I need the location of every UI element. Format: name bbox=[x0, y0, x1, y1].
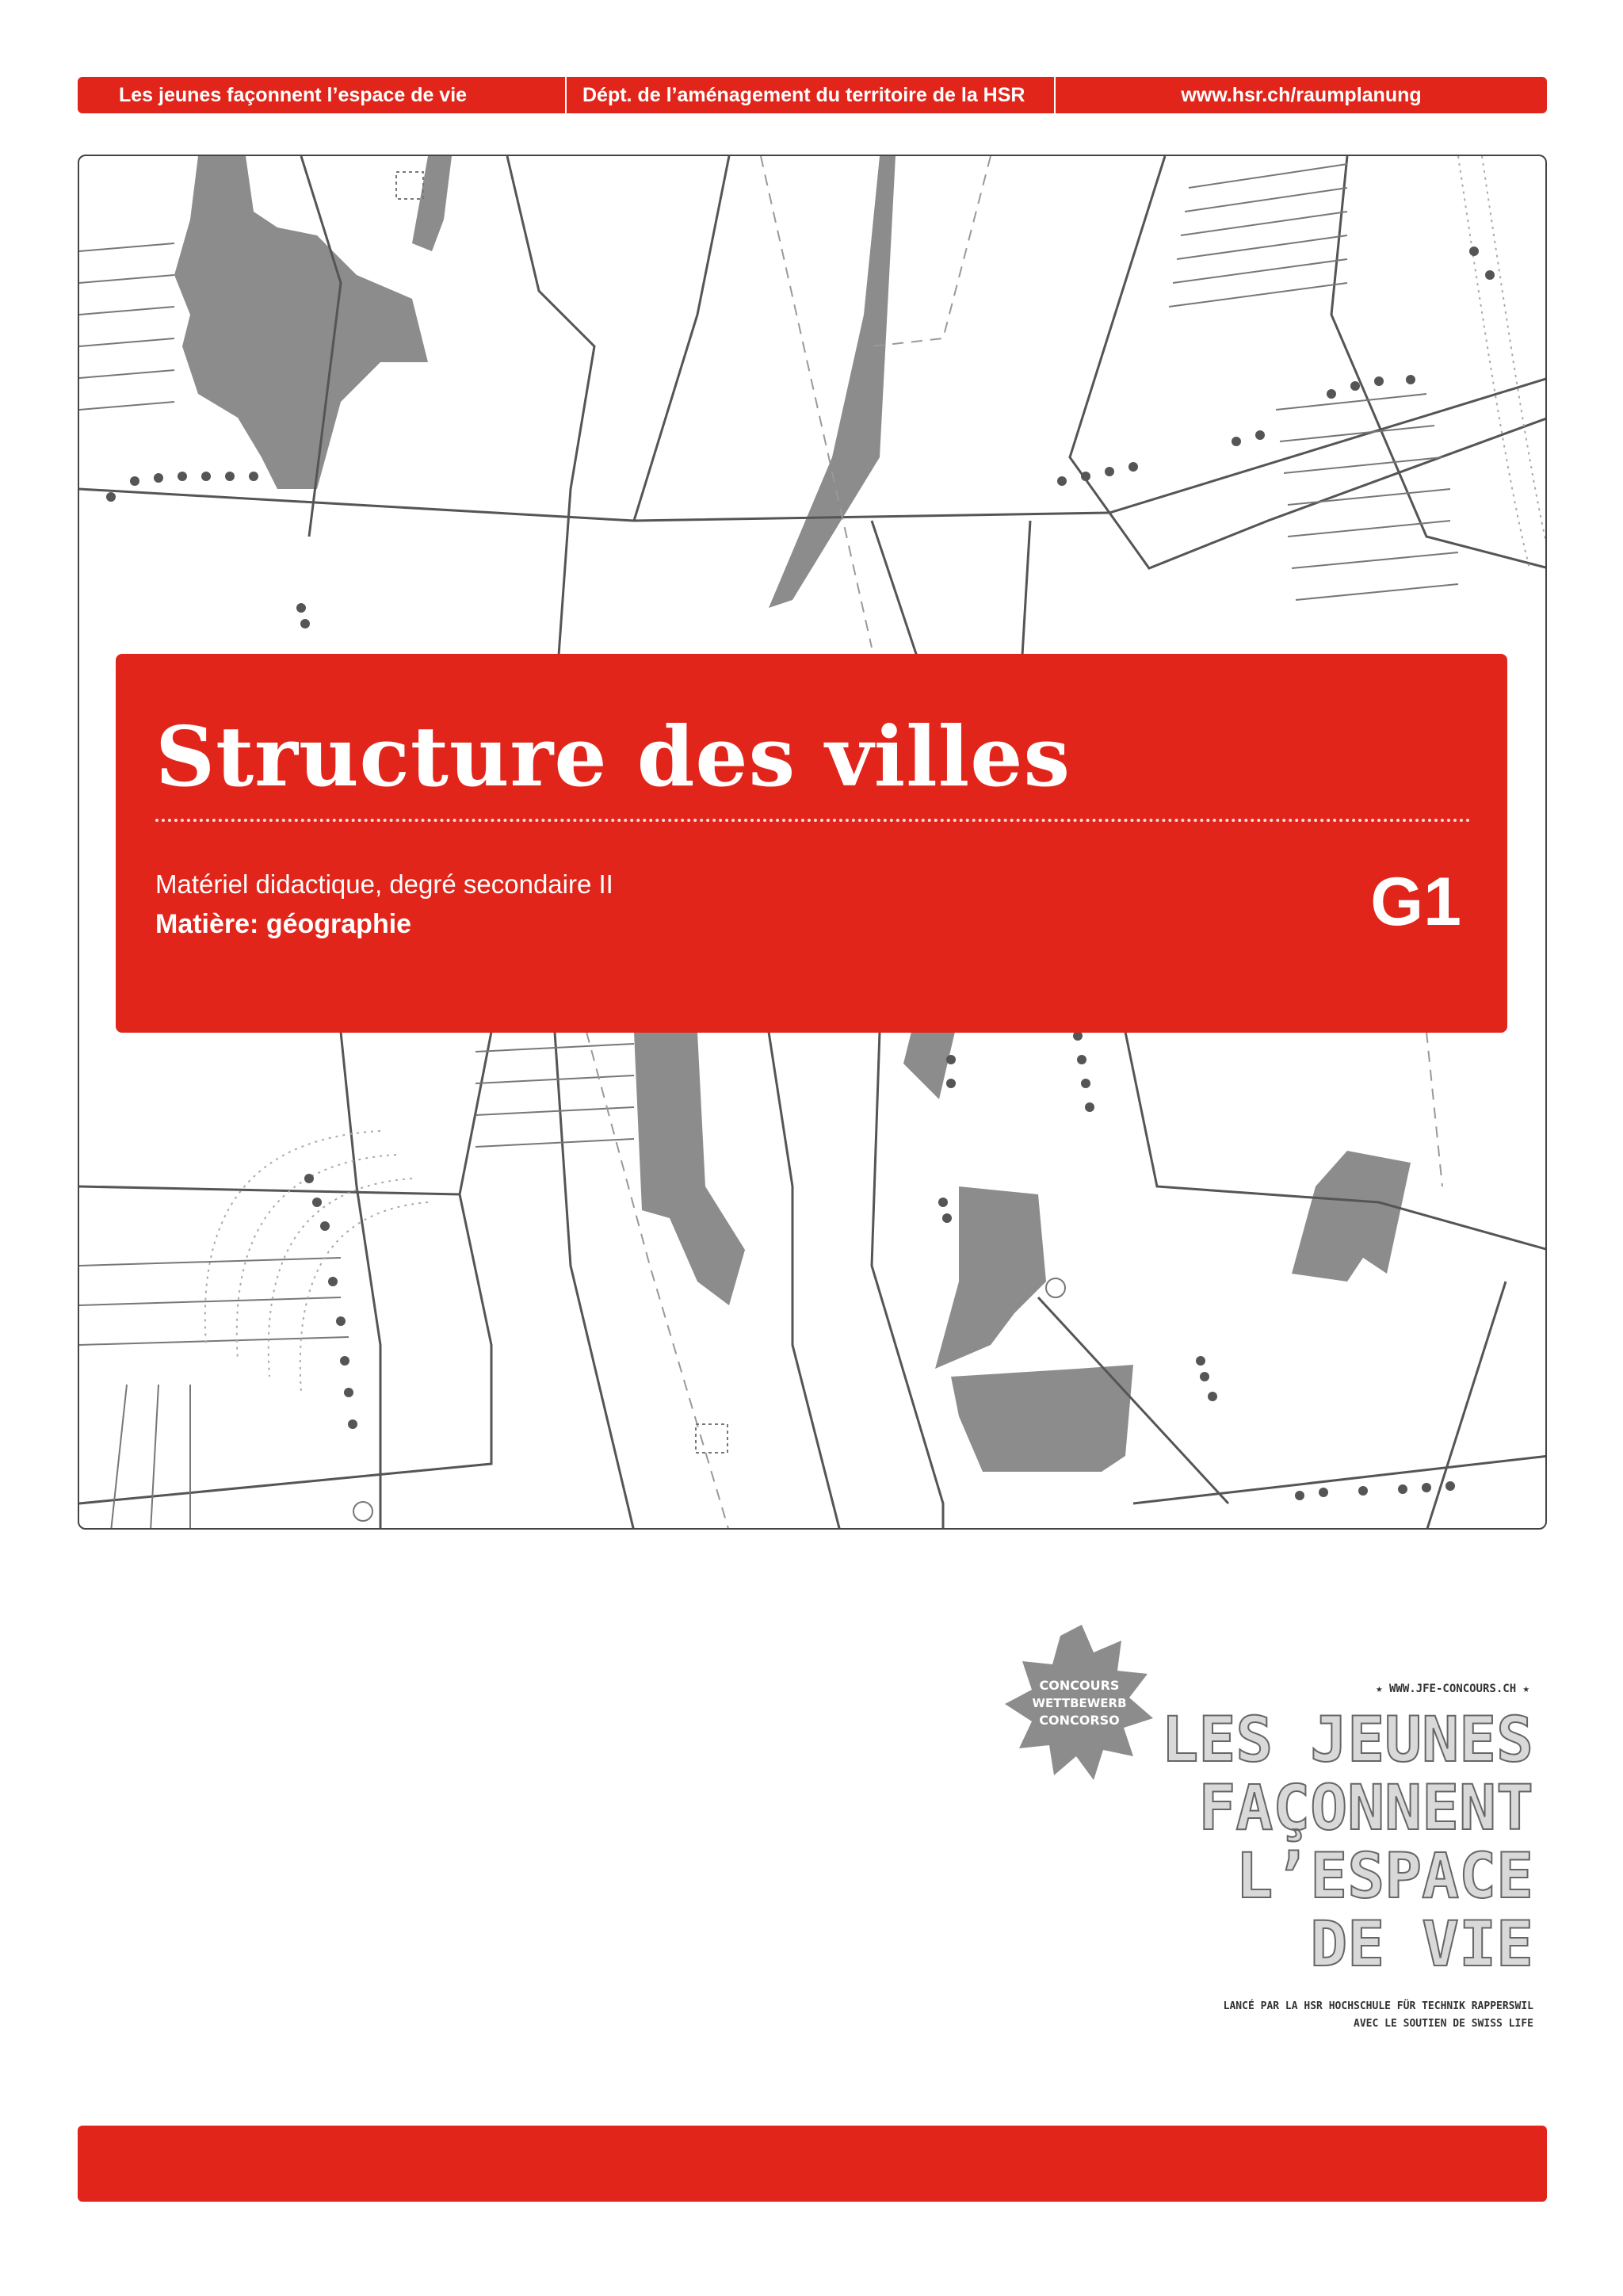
logo-footer-1: LANCÉ PAR LA HSR HOCHSCHULE FÜR TECHNIK RAPPERSWIL bbox=[1223, 2000, 1533, 2012]
star-line-3: CONCORSO bbox=[1039, 1713, 1120, 1728]
logo-line-1: LES JEUNES bbox=[1161, 1705, 1533, 1776]
star-line-2: WETTBEWERB bbox=[1032, 1696, 1127, 1710]
logo-line-2: FAÇONNENT bbox=[1198, 1773, 1533, 1844]
logo-line-4: DE VIE bbox=[1310, 1909, 1533, 1981]
contest-logo bbox=[999, 1625, 1537, 2037]
star-line-1: CONCOURS bbox=[1039, 1678, 1120, 1693]
header-department: Dépt. de l’aménagement du territoire de la HSR bbox=[567, 77, 1056, 113]
contest-logo-graphic bbox=[999, 1625, 1537, 2037]
title-panel bbox=[116, 654, 1507, 1033]
header-url-link[interactable]: www.hsr.ch/raumplanung bbox=[1181, 83, 1422, 106]
header-title: Les jeunes façonnent l’espace de vie bbox=[78, 77, 567, 113]
logo-footer-2: AVEC LE SOUTIEN DE SWISS LIFE bbox=[1354, 2018, 1533, 2030]
document-title: Structure des villes bbox=[155, 708, 1071, 805]
footer-bar bbox=[78, 2126, 1547, 2202]
document-subtitle: Matériel didactique, degré secondaire II bbox=[155, 869, 613, 899]
document-subject: Matière: géographie bbox=[155, 909, 412, 939]
dotted-divider bbox=[155, 819, 1471, 822]
document-code: G1 bbox=[1370, 864, 1461, 940]
star-badge-icon bbox=[1005, 1625, 1153, 1780]
logo-url: ★ WWW.JFE-CONCOURS.CH ★ bbox=[1376, 1683, 1529, 1695]
header-bar bbox=[78, 77, 1547, 113]
logo-line-3: L’ESPACE bbox=[1235, 1841, 1533, 1912]
